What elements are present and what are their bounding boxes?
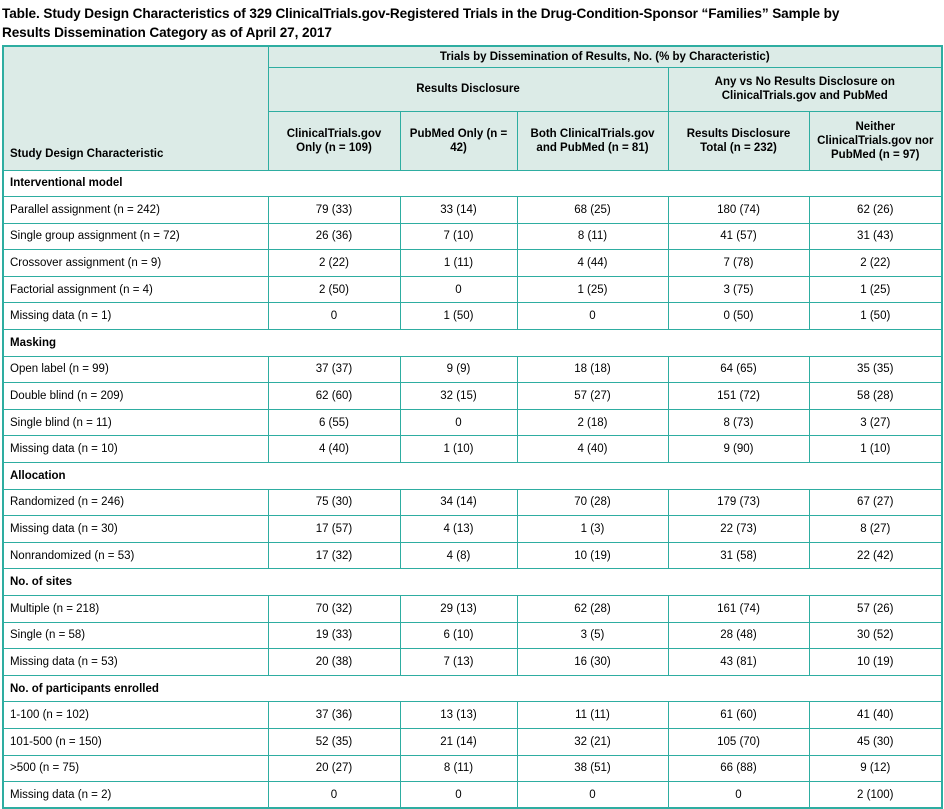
table-row [3, 276, 942, 303]
row-label: Missing data (n = 1) [3, 303, 268, 330]
value-cell: 22 (73) [668, 516, 809, 543]
value-cell: 4 (40) [268, 436, 400, 463]
value-cell: 6 (55) [268, 409, 400, 436]
value-cell: 1 (50) [400, 303, 517, 330]
value-cell: 4 (44) [517, 250, 668, 277]
value-cell: 3 (5) [517, 622, 668, 649]
row-label: Multiple (n = 218) [3, 596, 268, 623]
table-row [3, 542, 942, 569]
value-cell: 179 (73) [668, 489, 809, 516]
value-cell: 41 (57) [668, 223, 809, 250]
row-label: Double blind (n = 209) [3, 383, 268, 410]
table-title-line2: Results Dissemination Category as of April 27, 2017 [2, 25, 332, 40]
value-cell: 1 (3) [517, 516, 668, 543]
table-row [3, 728, 942, 755]
value-cell: 16 (30) [517, 649, 668, 676]
section-header-row [3, 675, 942, 702]
value-cell: 0 [268, 782, 400, 809]
value-cell: 29 (13) [400, 596, 517, 623]
group-header-results-disclosure: Results Disclosure [268, 67, 668, 111]
row-label: Open label (n = 99) [3, 356, 268, 383]
value-cell: 0 [400, 276, 517, 303]
value-cell: 66 (88) [668, 755, 809, 782]
row-label: Missing data (n = 53) [3, 649, 268, 676]
column-header-results-disclosure-total: Results Disclosure Total (n = 232) [668, 111, 809, 170]
value-cell: 2 (22) [809, 250, 942, 277]
value-cell: 4 (13) [400, 516, 517, 543]
section-title: Allocation [3, 463, 942, 490]
value-cell: 1 (10) [809, 436, 942, 463]
section-title: No. of sites [3, 569, 942, 596]
table-row [3, 223, 942, 250]
value-cell: 8 (27) [809, 516, 942, 543]
value-cell: 62 (26) [809, 197, 942, 224]
table-title [0, 0, 944, 42]
group-header-any-vs-no-results-disclosure: Any vs No Results Disclosure on ClinicalTrials.gov and PubMed [668, 67, 942, 111]
section-header-row [3, 170, 942, 197]
value-cell: 1 (11) [400, 250, 517, 277]
section-title: No. of participants enrolled [3, 675, 942, 702]
study-design-table [2, 45, 943, 809]
value-cell: 180 (74) [668, 197, 809, 224]
value-cell: 0 [517, 303, 668, 330]
row-label: 101-500 (n = 150) [3, 728, 268, 755]
column-header-neither-clinicaltrials-nor-pubmed: Neither ClinicalTrials.gov nor PubMed (n = 97) [809, 111, 942, 170]
value-cell: 2 (50) [268, 276, 400, 303]
value-cell: 2 (22) [268, 250, 400, 277]
row-label: Parallel assignment (n = 242) [3, 197, 268, 224]
value-cell: 67 (27) [809, 489, 942, 516]
column-header-study-design-characteristic: Study Design Characteristic [3, 46, 268, 170]
row-label: 1-100 (n = 102) [3, 702, 268, 729]
value-cell: 45 (30) [809, 728, 942, 755]
value-cell: 8 (73) [668, 409, 809, 436]
value-cell: 21 (14) [400, 728, 517, 755]
value-cell: 11 (11) [517, 702, 668, 729]
value-cell: 75 (30) [268, 489, 400, 516]
value-cell: 17 (32) [268, 542, 400, 569]
value-cell: 8 (11) [400, 755, 517, 782]
value-cell: 20 (27) [268, 755, 400, 782]
value-cell: 6 (10) [400, 622, 517, 649]
section-title: Masking [3, 330, 942, 357]
table-row [3, 383, 942, 410]
column-header-clinicaltrials-gov-only: ClinicalTrials.gov Only (n = 109) [268, 111, 400, 170]
value-cell: 20 (38) [268, 649, 400, 676]
value-cell: 1 (10) [400, 436, 517, 463]
table-row [3, 303, 942, 330]
row-label: Missing data (n = 10) [3, 436, 268, 463]
value-cell: 151 (72) [668, 383, 809, 410]
value-cell: 52 (35) [268, 728, 400, 755]
header-span-row [3, 46, 942, 67]
value-cell: 4 (40) [517, 436, 668, 463]
table-row [3, 436, 942, 463]
row-label: Crossover assignment (n = 9) [3, 250, 268, 277]
row-label: Single group assignment (n = 72) [3, 223, 268, 250]
value-cell: 8 (11) [517, 223, 668, 250]
row-label: Missing data (n = 2) [3, 782, 268, 809]
value-cell: 0 (50) [668, 303, 809, 330]
table-row [3, 782, 942, 809]
column-header-pubmed-only: PubMed Only (n = 42) [400, 111, 517, 170]
value-cell: 68 (25) [517, 197, 668, 224]
value-cell: 7 (78) [668, 250, 809, 277]
value-cell: 1 (25) [517, 276, 668, 303]
value-cell: 3 (27) [809, 409, 942, 436]
value-cell: 62 (28) [517, 596, 668, 623]
value-cell: 22 (42) [809, 542, 942, 569]
span-header-trials-by-dissemination: Trials by Dissemination of Results, No. (% by Characteristic) [268, 46, 942, 67]
table-row [3, 622, 942, 649]
value-cell: 0 [400, 409, 517, 436]
section-header-row [3, 463, 942, 490]
row-label: Single blind (n = 11) [3, 409, 268, 436]
value-cell: 64 (65) [668, 356, 809, 383]
value-cell: 1 (50) [809, 303, 942, 330]
row-label: Nonrandomized (n = 53) [3, 542, 268, 569]
value-cell: 0 [400, 782, 517, 809]
row-label: Randomized (n = 246) [3, 489, 268, 516]
value-cell: 32 (15) [400, 383, 517, 410]
section-header-row [3, 330, 942, 357]
table-row [3, 755, 942, 782]
value-cell: 70 (32) [268, 596, 400, 623]
value-cell: 57 (26) [809, 596, 942, 623]
column-header-both-clinicaltrials-and-pubmed: Both ClinicalTrials.gov and PubMed (n = 81) [517, 111, 668, 170]
value-cell: 7 (10) [400, 223, 517, 250]
value-cell: 38 (51) [517, 755, 668, 782]
value-cell: 1 (25) [809, 276, 942, 303]
section-title: Interventional model [3, 170, 942, 197]
table-header [3, 46, 942, 170]
value-cell: 32 (21) [517, 728, 668, 755]
row-label: Single (n = 58) [3, 622, 268, 649]
value-cell: 61 (60) [668, 702, 809, 729]
value-cell: 7 (13) [400, 649, 517, 676]
value-cell: 37 (37) [268, 356, 400, 383]
value-cell: 79 (33) [268, 197, 400, 224]
table-row [3, 702, 942, 729]
value-cell: 70 (28) [517, 489, 668, 516]
value-cell: 9 (12) [809, 755, 942, 782]
table-body [3, 170, 942, 808]
value-cell: 18 (18) [517, 356, 668, 383]
table-row [3, 649, 942, 676]
value-cell: 13 (13) [400, 702, 517, 729]
table-title-line1: Table. Study Design Characteristics of 329 ClinicalTrials.gov-Registered Trials in the Drug-Condition-Sponsor “Families” Sample by [2, 6, 840, 21]
value-cell: 33 (14) [400, 197, 517, 224]
value-cell: 30 (52) [809, 622, 942, 649]
value-cell: 3 (75) [668, 276, 809, 303]
value-cell: 58 (28) [809, 383, 942, 410]
value-cell: 10 (19) [517, 542, 668, 569]
table-row [3, 489, 942, 516]
value-cell: 57 (27) [517, 383, 668, 410]
value-cell: 37 (36) [268, 702, 400, 729]
row-label: Factorial assignment (n = 4) [3, 276, 268, 303]
value-cell: 0 [268, 303, 400, 330]
value-cell: 28 (48) [668, 622, 809, 649]
value-cell: 62 (60) [268, 383, 400, 410]
value-cell: 31 (43) [809, 223, 942, 250]
value-cell: 17 (57) [268, 516, 400, 543]
value-cell: 43 (81) [668, 649, 809, 676]
row-label: Missing data (n = 30) [3, 516, 268, 543]
value-cell: 161 (74) [668, 596, 809, 623]
table-row [3, 596, 942, 623]
value-cell: 9 (90) [668, 436, 809, 463]
table-row [3, 250, 942, 277]
value-cell: 19 (33) [268, 622, 400, 649]
table-row [3, 516, 942, 543]
value-cell: 4 (8) [400, 542, 517, 569]
value-cell: 105 (70) [668, 728, 809, 755]
value-cell: 10 (19) [809, 649, 942, 676]
value-cell: 41 (40) [809, 702, 942, 729]
value-cell: 26 (36) [268, 223, 400, 250]
value-cell: 2 (100) [809, 782, 942, 809]
value-cell: 34 (14) [400, 489, 517, 516]
row-label: >500 (n = 75) [3, 755, 268, 782]
section-header-row [3, 569, 942, 596]
table-row [3, 409, 942, 436]
value-cell: 0 [668, 782, 809, 809]
value-cell: 31 (58) [668, 542, 809, 569]
value-cell: 0 [517, 782, 668, 809]
value-cell: 2 (18) [517, 409, 668, 436]
value-cell: 9 (9) [400, 356, 517, 383]
table-row [3, 356, 942, 383]
table-row [3, 197, 942, 224]
value-cell: 35 (35) [809, 356, 942, 383]
